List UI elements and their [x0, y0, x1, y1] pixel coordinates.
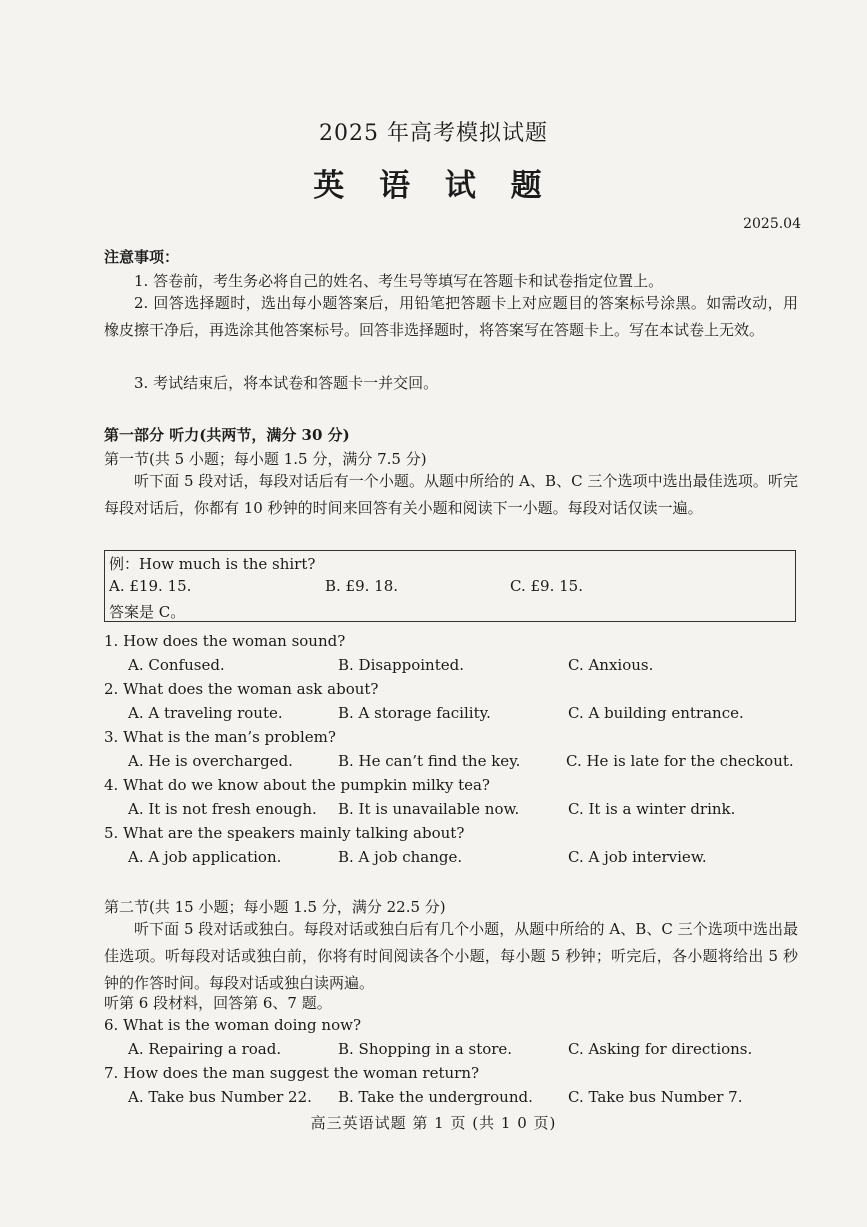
q1-option-c: C. Anxious.: [568, 656, 654, 674]
question-5: 5. What are the speakers mainly talking about?: [104, 824, 465, 842]
page-footer: 高三英语试题 第 1 页 (共 1 0 页): [310, 1114, 557, 1132]
q4-option-c: C. It is a winter drink.: [568, 800, 736, 818]
q6-option-a: A. Repairing a road.: [128, 1040, 282, 1058]
q7-option-a: A. Take bus Number 22.: [128, 1088, 312, 1106]
q3-option-b: B. He can’t find the key.: [338, 752, 521, 770]
exam-subject-title: 英 语 试 题: [313, 168, 554, 204]
section1-instructions: 听下面 5 段对话，每段对话后有一个小题。从题中所给的 A、B、C 三个选项中选出最佳选项。听完每段对话后，你都有 10 秒钟的时间来回答有关小题和阅读下一小题。每段对话仅读一遍。: [104, 472, 798, 517]
question-6: 6. What is the woman doing now?: [104, 1016, 361, 1034]
example-question: 例：How much is the shirt?: [109, 555, 316, 573]
section2-instructions: 听下面 5 段对话或独白。每段对话或独白后有几个小题，从题中所给的 A、B、C 三个选项中选出最佳选项。听每段对话或独白前，你将有时间阅读各个小题，每小题 5 秒钟；听完后，各小题将给出 5 秒钟的作答时间。每段对话或独白读两遍。: [104, 920, 798, 992]
q3-option-a: A. He is overcharged.: [128, 752, 293, 770]
exam-year-title: 2025 年高考模拟试题: [319, 121, 548, 146]
q1-option-a: A. Confused.: [128, 656, 225, 674]
q5-option-c: C. A job interview.: [568, 848, 707, 866]
note-item-2: 2. 回答选择题时，选出每小题答案后，用铅笔把答题卡上对应题目的答案标号涂黑。如需改动，用橡皮擦干净后，再选涂其他答案标号。回答非选择题时，将答案写在答题卡上。写在本试卷上无效。: [104, 294, 798, 339]
q7-option-c: C. Take bus Number 7.: [568, 1088, 743, 1106]
q2-option-a: A. A traveling route.: [128, 704, 283, 722]
q5-option-b: B. A job change.: [338, 848, 463, 866]
q6-option-b: B. Shopping in a store.: [338, 1040, 513, 1058]
material-6-instruction: 听第 6 段材料，回答第 6、7 题。: [104, 994, 332, 1012]
example-option-c: C. £9. 15.: [510, 577, 583, 595]
example-box: [104, 550, 796, 622]
q1-option-b: B. Disappointed.: [338, 656, 464, 674]
section2-heading: 第二节(共 15 小题；每小题 1.5 分，满分 22.5 分): [104, 898, 446, 916]
example-option-b: B. £9. 18.: [325, 577, 399, 595]
q3-option-c: C. He is late for the checkout.: [566, 752, 794, 770]
q4-option-a: A. It is not fresh enough.: [128, 800, 317, 818]
q6-option-c: C. Asking for directions.: [568, 1040, 753, 1058]
q4-option-b: B. It is unavailable now.: [338, 800, 520, 818]
note-item-1: 1. 答卷前，考生务必将自己的姓名、考生号等填写在答题卡和试卷指定位置上。: [134, 272, 664, 290]
question-4: 4. What do we know about the pumpkin milky tea?: [104, 776, 490, 794]
part1-heading: 第一部分 听力(共两节，满分 30 分): [104, 426, 350, 444]
question-7: 7. How does the man suggest the woman return?: [104, 1064, 480, 1082]
section1-heading: 第一节(共 5 小题；每小题 1.5 分，满分 7.5 分): [104, 450, 427, 468]
q7-option-b: B. Take the underground.: [338, 1088, 533, 1106]
question-2: 2. What does the woman ask about?: [104, 680, 379, 698]
q5-option-a: A. A job application.: [128, 848, 282, 866]
question-3: 3. What is the man’s problem?: [104, 728, 336, 746]
note-item-3: 3. 考试结束后，将本试卷和答题卡一并交回。: [134, 374, 439, 392]
example-option-a: A. £19. 15.: [109, 577, 192, 595]
q2-option-b: B. A storage facility.: [338, 704, 491, 722]
example-answer: 答案是 C。: [109, 603, 186, 621]
notes-heading: 注意事项：: [104, 248, 180, 266]
question-1: 1. How does the woman sound?: [104, 632, 346, 650]
q2-option-c: C. A building entrance.: [568, 704, 744, 722]
exam-date: 2025.04: [743, 216, 801, 232]
